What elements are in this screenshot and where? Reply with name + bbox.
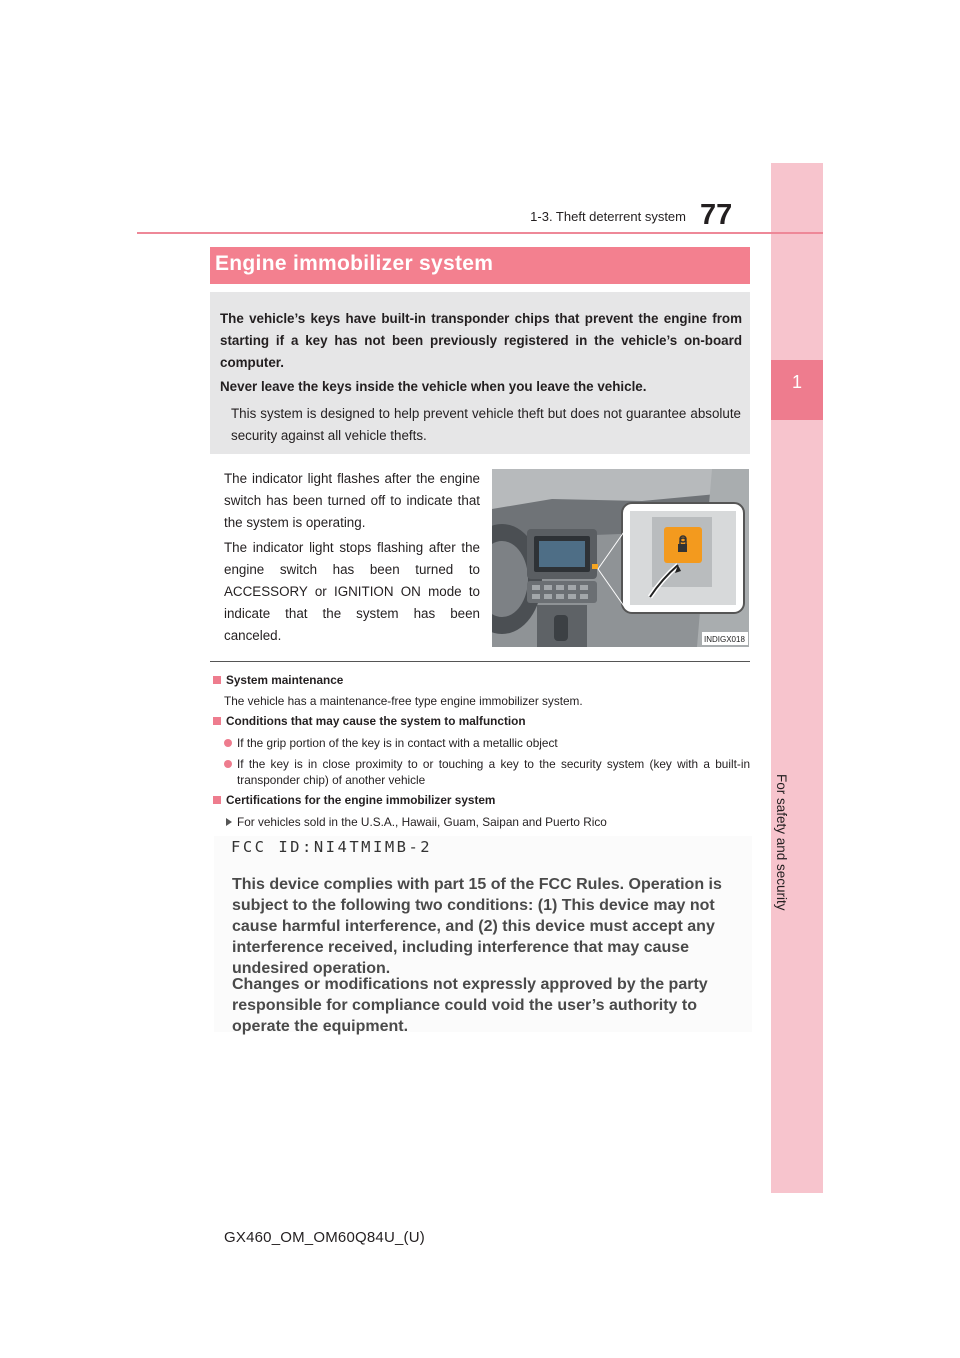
- malfunction-heading: Conditions that may cause the system to malfunction: [213, 714, 526, 728]
- body-paragraph-2: The indicator light stops flashing after the engine switch has been turned to ACCESSORY or IGNITION ON mode to indicate that the system has been canceled.: [224, 540, 480, 643]
- fcc-modification-warning: Changes or modifications not expressly approved by the party responsible for compliance could void the user’s authority to operate the equipment.: [232, 976, 708, 1035]
- list-item: If the key is in close proximity to or touching a key to the security system (key with a built-in transponder chip) of another vehicle: [224, 756, 750, 788]
- section-rule: [210, 661, 750, 662]
- maintenance-text: The vehicle has a maintenance-free type engine immobilizer system.: [224, 694, 583, 708]
- round-bullet-icon: [224, 739, 232, 747]
- round-bullet-icon: [224, 760, 232, 768]
- cert-heading: Certifications for the engine immobilizer system: [213, 793, 495, 807]
- intro-paragraph: The vehicle’s keys have built-in transponder chips that prevent the engine from starting if a key has not been previously registered in the vehicle’s on-board computer.: [220, 311, 742, 370]
- fcc-id: FCC ID:NI4TMIMB-2: [231, 838, 433, 856]
- header-rule: [137, 232, 823, 234]
- square-bullet-icon: [213, 717, 221, 725]
- page-title: Engine immobilizer system: [215, 252, 494, 275]
- page-number: 77: [700, 199, 733, 231]
- chapter-title-text: For safety and security: [774, 774, 789, 911]
- fcc-statement: This device complies with part 15 of the FCC Rules. Operation is subject to the following two conditions: (1) This device may not cause harmful interference, and (2) this device must accept any interference received, including interference that may cause undesired operation.: [232, 876, 722, 977]
- footer-code: GX460_OM_OM60Q84U_(U): [224, 1229, 425, 1246]
- list-item: If the grip portion of the key is in contact with a metallic object: [224, 735, 750, 751]
- section-header: 1-3. Theft deterrent system: [530, 209, 686, 224]
- square-bullet-icon: [213, 676, 221, 684]
- illustration-code: INDIGX018: [704, 635, 745, 644]
- dashboard-illustration: [492, 469, 749, 647]
- square-bullet-icon: [213, 796, 221, 804]
- intro-warning: Never leave the keys inside the vehicle when you leave the vehicle.: [220, 379, 647, 394]
- body-paragraph-1: The indicator light flashes after the engine switch has been turned off to indicate that the system is operating.: [224, 471, 480, 530]
- triangle-bullet-icon: [226, 818, 232, 826]
- cert-item: For vehicles sold in the U.S.A., Hawaii, Guam, Saipan and Puerto Rico: [226, 814, 752, 830]
- intro-note: This system is designed to help prevent vehicle theft but does not guarantee absolute security against all vehicle thefts.: [231, 406, 741, 443]
- maintenance-heading: System maintenance: [213, 673, 343, 687]
- chapter-title: [774, 560, 817, 911]
- dashboard-photo: [492, 469, 749, 647]
- chapter-number: 1: [791, 372, 802, 392]
